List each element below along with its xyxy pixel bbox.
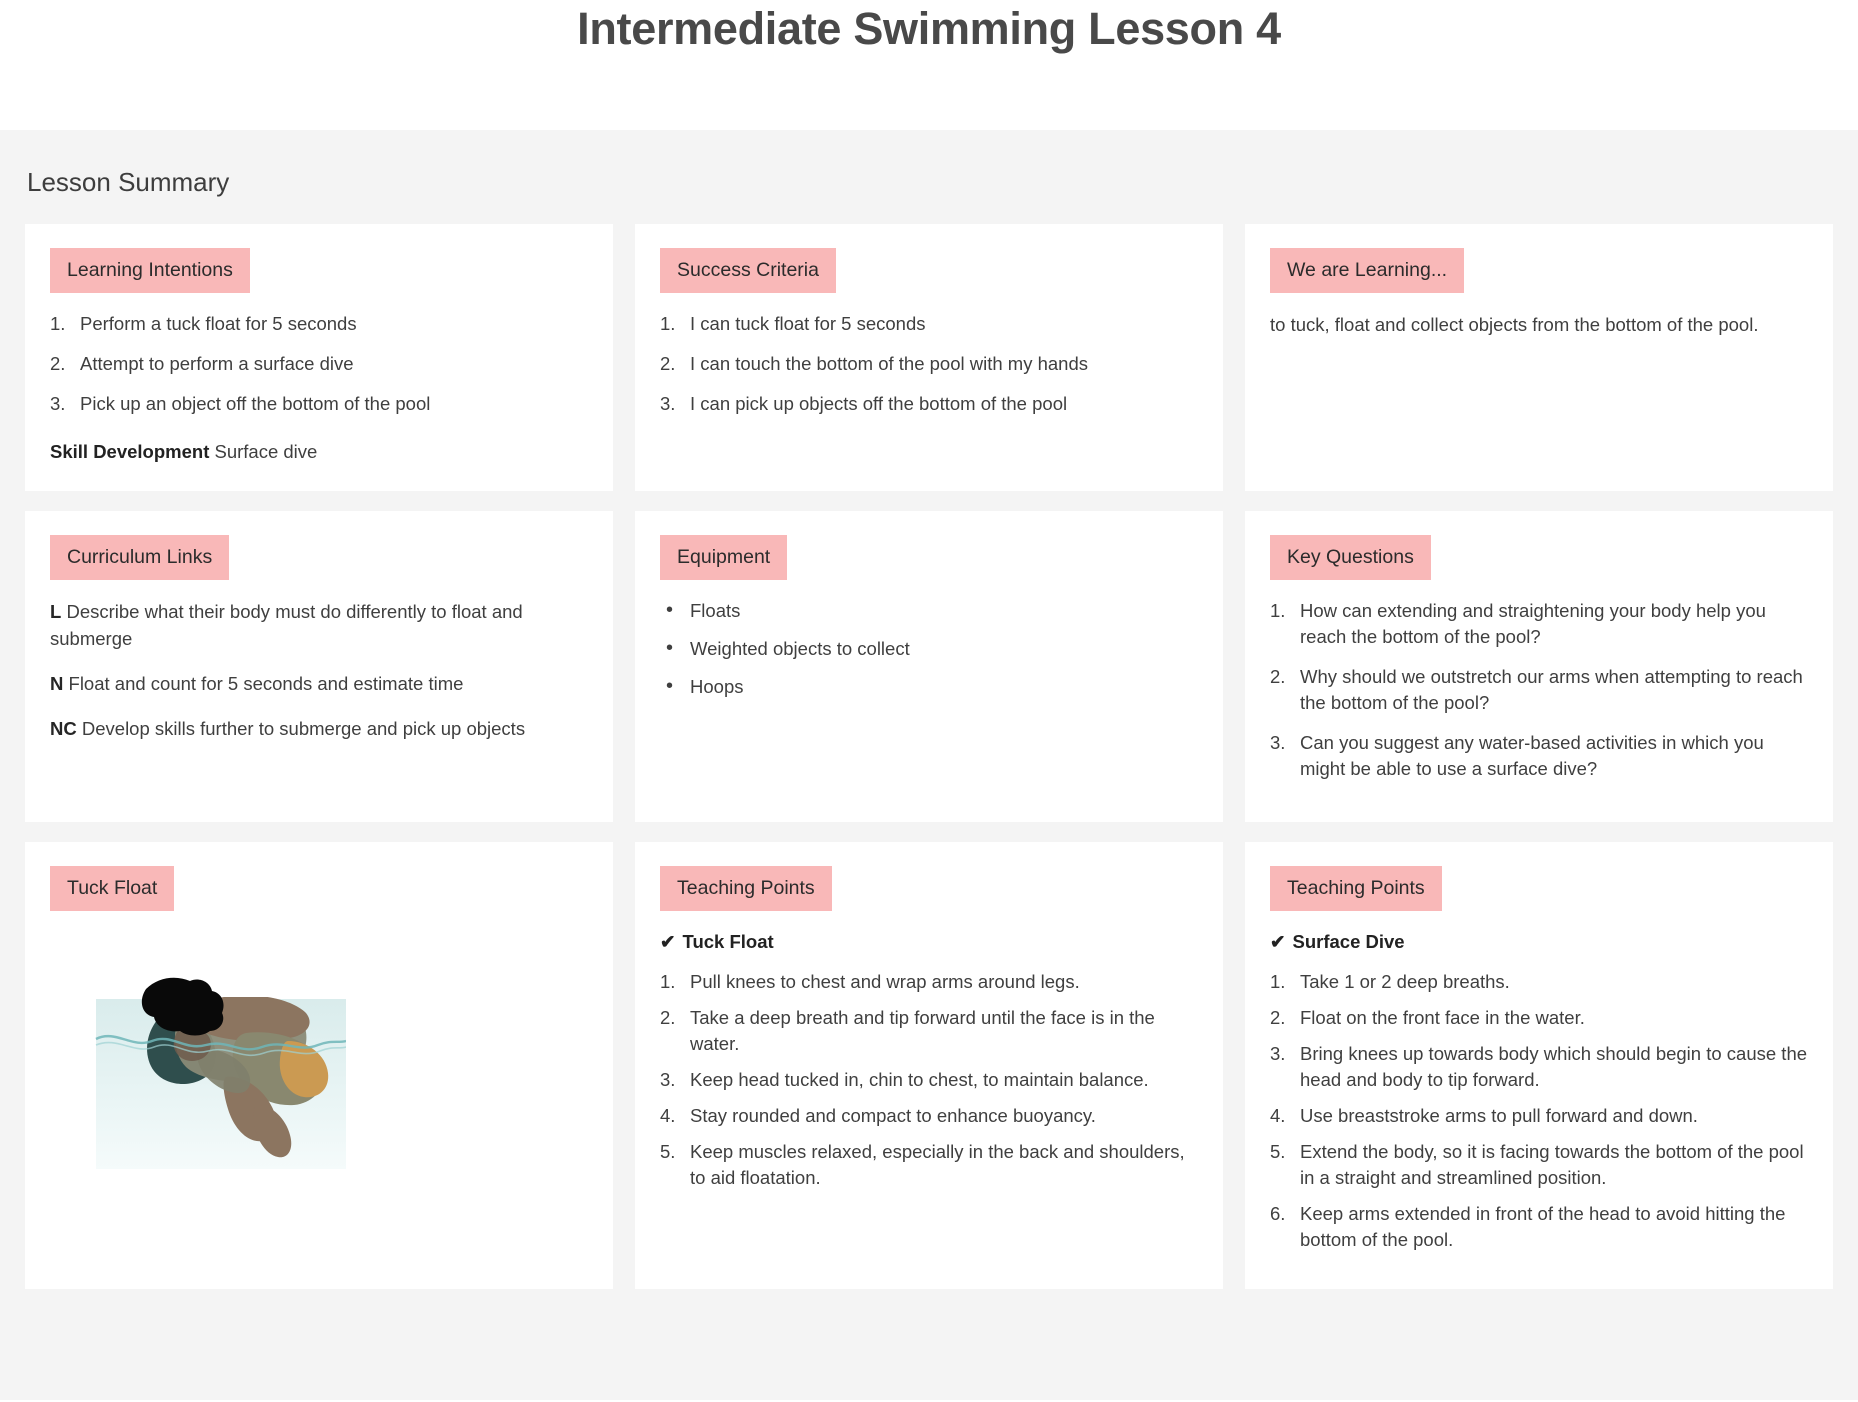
list-text: Take 1 or 2 deep breaths.: [1300, 971, 1510, 992]
card-we-are-learning: [1245, 224, 1833, 491]
list-item: [660, 351, 1198, 377]
curriculum-link-entry: [50, 598, 588, 652]
badge-teaching-points-tuck-float: Teaching Points: [660, 866, 832, 911]
list-number: 1.: [660, 313, 676, 334]
list-item: [660, 311, 1198, 337]
card-tuck-float-image: [25, 842, 613, 1289]
list-text: Bring knees up towards body which should begin to cause the head and body to tip forward.: [1300, 1043, 1808, 1090]
badge-curriculum-links: Curriculum Links: [50, 535, 229, 580]
curriculum-code: L: [50, 601, 62, 622]
check-icon: ✔: [1270, 931, 1286, 952]
swimmer-tuck-float-illustration: [50, 937, 346, 1169]
list-number: 2.: [1270, 1007, 1286, 1028]
list-text: Extend the body, so it is facing towards the bottom of the pool in a straight and streamlined position.: [1300, 1141, 1804, 1188]
card-key-questions: [1245, 511, 1833, 822]
list-item: [1270, 1201, 1808, 1253]
curriculum-code: NC: [50, 718, 77, 739]
list-item: [1270, 1103, 1808, 1129]
list-item: [1270, 730, 1808, 782]
list-number: 1.: [1270, 971, 1286, 992]
list-item: [1270, 664, 1808, 716]
list-item: • Weighted objects to collect: [660, 636, 1198, 662]
card-curriculum-links: [25, 511, 613, 822]
success-criteria-list: [660, 311, 1198, 417]
learning-intentions-list: [50, 311, 588, 417]
badge-learning-intentions: Learning Intentions: [50, 248, 250, 293]
list-item: [1270, 1005, 1808, 1031]
list-text: Attempt to perform a surface dive: [80, 353, 354, 374]
list-text: Can you suggest any water-based activities in which you might be able to use a surface dive?: [1300, 732, 1764, 779]
list-text: Why should we outstretch our arms when attempting to reach the bottom of the pool?: [1300, 666, 1803, 713]
curriculum-code: N: [50, 673, 64, 694]
list-item: [660, 391, 1198, 417]
list-text: Perform a tuck float for 5 seconds: [80, 313, 357, 334]
subheading-text: Surface Dive: [1292, 931, 1405, 952]
badge-key-questions: Key Questions: [1270, 535, 1431, 580]
list-number: 2.: [660, 353, 676, 374]
card-equipment: [635, 511, 1223, 822]
list-item: • Floats: [660, 598, 1198, 624]
subheading-text: Tuck Float: [682, 931, 774, 952]
list-item: [50, 391, 588, 417]
lesson-card-grid: [25, 224, 1833, 1289]
teaching-points-surface-dive-list: [1270, 969, 1808, 1253]
list-text: Keep muscles relaxed, especially in the back and shoulders, to aid floatation.: [690, 1141, 1185, 1188]
we-are-learning-body: to tuck, float and collect objects from the bottom of the pool.: [1270, 314, 1759, 335]
list-item: [660, 1005, 1198, 1057]
list-number: 6.: [1270, 1203, 1286, 1224]
equipment-list: [660, 598, 1198, 700]
list-number: 4.: [1270, 1105, 1286, 1126]
badge-equipment: Equipment: [660, 535, 787, 580]
list-number: 3.: [50, 393, 66, 414]
list-item: [660, 1067, 1198, 1093]
section-heading: Lesson Summary: [27, 167, 230, 197]
list-text: I can touch the bottom of the pool with my hands: [690, 353, 1088, 374]
badge-success-criteria: Success Criteria: [660, 248, 836, 293]
list-text: Keep arms extended in front of the head to avoid hitting the bottom of the pool.: [1300, 1203, 1786, 1250]
list-number: 3.: [1270, 732, 1286, 753]
check-icon: ✔: [660, 931, 676, 952]
card-teaching-points-surface-dive: [1245, 842, 1833, 1289]
list-number: 5.: [1270, 1141, 1286, 1162]
list-item: [1270, 1041, 1808, 1093]
badge-we-are-learning: We are Learning...: [1270, 248, 1464, 293]
list-item: [1270, 1139, 1808, 1191]
list-number: 1.: [1270, 600, 1286, 621]
list-number: 4.: [660, 1105, 676, 1126]
badge-teaching-points-surface-dive: Teaching Points: [1270, 866, 1442, 911]
list-number: 3.: [1270, 1043, 1286, 1064]
list-item: [660, 1103, 1198, 1129]
list-text: Pull knees to chest and wrap arms around legs.: [690, 971, 1080, 992]
list-number: 3.: [660, 393, 676, 414]
list-item: [1270, 969, 1808, 995]
list-text: Use breaststroke arms to pull forward and down.: [1300, 1105, 1698, 1126]
card-teaching-points-tuck-float: [635, 842, 1223, 1289]
key-questions-list: [1270, 598, 1808, 782]
list-text: I can tuck float for 5 seconds: [690, 313, 926, 334]
list-item: [1270, 598, 1808, 650]
curriculum-text: Describe what their body must do differently to float and submerge: [50, 601, 523, 649]
list-number: 2.: [660, 1007, 676, 1028]
list-text: How can extending and straightening your body help you reach the bottom of the pool?: [1300, 600, 1766, 647]
list-item: • Hoops: [660, 674, 1198, 700]
list-number: 2.: [1270, 666, 1286, 687]
list-number: 2.: [50, 353, 66, 374]
curriculum-text: Float and count for 5 seconds and estimate time: [68, 673, 464, 694]
skill-development-value: Surface dive: [214, 441, 318, 462]
list-item: [50, 351, 588, 377]
badge-tuck-float: Tuck Float: [50, 866, 174, 911]
card-learning-intentions: [25, 224, 613, 491]
skill-development-line: [50, 439, 588, 465]
list-item: [660, 1139, 1198, 1191]
list-text: Pick up an object off the bottom of the pool: [80, 393, 431, 414]
list-item: [50, 311, 588, 337]
skill-development-label: Skill Development: [50, 441, 210, 462]
page-header: [0, 0, 1858, 130]
curriculum-text: Develop skills further to submerge and pick up objects: [81, 718, 526, 739]
list-text: I can pick up objects off the bottom of the pool: [690, 393, 1068, 414]
list-number: 1.: [660, 971, 676, 992]
list-text: Take a deep breath and tip forward until the face is in the water.: [690, 1007, 1155, 1054]
list-item: [660, 969, 1198, 995]
list-number: 1.: [50, 313, 66, 334]
teaching-points-tuck-float-list: [660, 969, 1198, 1191]
page-title: Intermediate Swimming Lesson 4: [577, 3, 1281, 54]
teaching-points-subheading: [1270, 929, 1808, 955]
curriculum-link-entry: [50, 715, 588, 742]
list-text: Keep head tucked in, chin to chest, to maintain balance.: [690, 1069, 1149, 1090]
list-number: 3.: [660, 1069, 676, 1090]
curriculum-link-entry: [50, 670, 588, 697]
list-text: Stay rounded and compact to enhance buoyancy.: [690, 1105, 1096, 1126]
teaching-points-subheading: [660, 929, 1198, 955]
list-number: 5.: [660, 1141, 676, 1162]
list-text: Float on the front face in the water.: [1300, 1007, 1585, 1028]
lesson-summary-panel: [0, 130, 1858, 1400]
card-success-criteria: [635, 224, 1223, 491]
